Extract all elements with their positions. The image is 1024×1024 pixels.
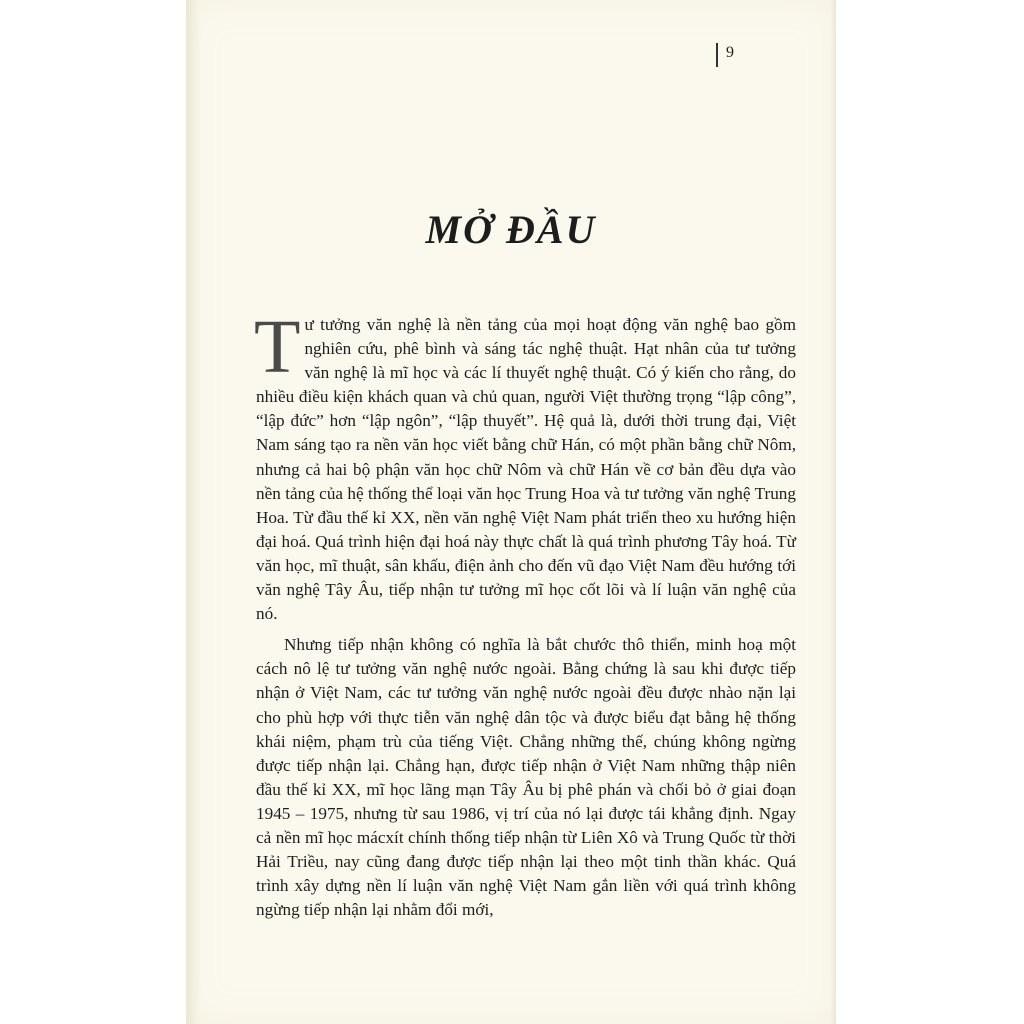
page-number: 9 [726, 44, 734, 61]
body-text [254, 305, 796, 922]
paragraph-2: Nhưng tiếp nhận không có nghĩa là bắt chước thô thiển, minh hoạ một cách nô lệ tư tưởng văn nghệ nước ngoài. Bằng chứng là sau khi được tiếp nhận ở Việt Nam, các tư tưởng văn nghệ nước ngoài đều được nhào nặn lại cho phù hợp với thực tiễn văn nghệ dân tộc và được biểu đạt bằng hệ thống khái niệm, phạm trù của tiếng Việt. Chẳng những thế, chúng không ngừng được tiếp nhận lại. Chẳng hạn, được tiếp nhận ở Việt Nam những thập niên đầu thế kỉ XX, mĩ học lãng mạn Tây Âu bị phê phán và chối bỏ ở giai đoạn 1945 – 1975, nhưng từ sau 1986, vị trí của nó lại được tái khẳng định. Ngay cả nền mĩ học mácxít chính thống tiếp nhận từ Liên Xô và Trung Quốc từ thời Hải Triều, nay cũng đang được tiếp nhận lại theo một tinh thần khác. Quá trình xây dựng nền lí luận văn nghệ Việt Nam gắn liền với quá trình không ngừng tiếp nhận lại nhằm đổi mới, [256, 635, 796, 920]
paragraph-1 [254, 305, 796, 626]
chapter-title: MỞ ĐẦU [425, 207, 597, 252]
page-gutter-shadow [186, 0, 200, 1024]
header-divider [716, 43, 718, 67]
drop-cap: T [254, 305, 301, 389]
paragraph-1-text: ư tưởng văn nghệ là nền tảng của mọi hoạt động văn nghệ bao gồm nghiên cứu, phê bình và sáng tác nghệ thuật. Hạt nhân của tư tưởng văn nghệ là mĩ học và các lí thuyết nghệ thuật. Có ý kiến cho rằng, do nhiều điều kiện khách quan và chủ quan, người Việt thường trọng “lập công”, “lập đức” hơn “lập ngôn”, “lập thuyết”. Hệ quả là, dưới thời trung đại, Việt Nam sáng tạo ra nền văn học viết bằng chữ Hán, có một phần bằng chữ Nôm, nhưng cả hai bộ phận văn học chữ Nôm và chữ Hán về cơ bản đều dựa vào nền tảng của hệ thống thể loại văn học Trung Hoa và tư tưởng văn nghệ Trung Hoa. Từ đầu thế kỉ XX, nền văn nghệ Việt Nam phát triển theo xu hướng hiện đại hoá. Quá trình hiện đại hoá này thực chất là quá trình phương Tây hoá. Từ văn học, mĩ thuật, sân khấu, điện ảnh cho đến vũ đạo Việt Nam đều hướng tới văn nghệ Tây Âu, tiếp nhận tư tưởng mĩ học cốt lõi và lí luận văn nghệ của nó. [256, 315, 796, 624]
page-edge [830, 0, 836, 1024]
book-page [186, 0, 836, 1024]
running-header [716, 44, 796, 66]
